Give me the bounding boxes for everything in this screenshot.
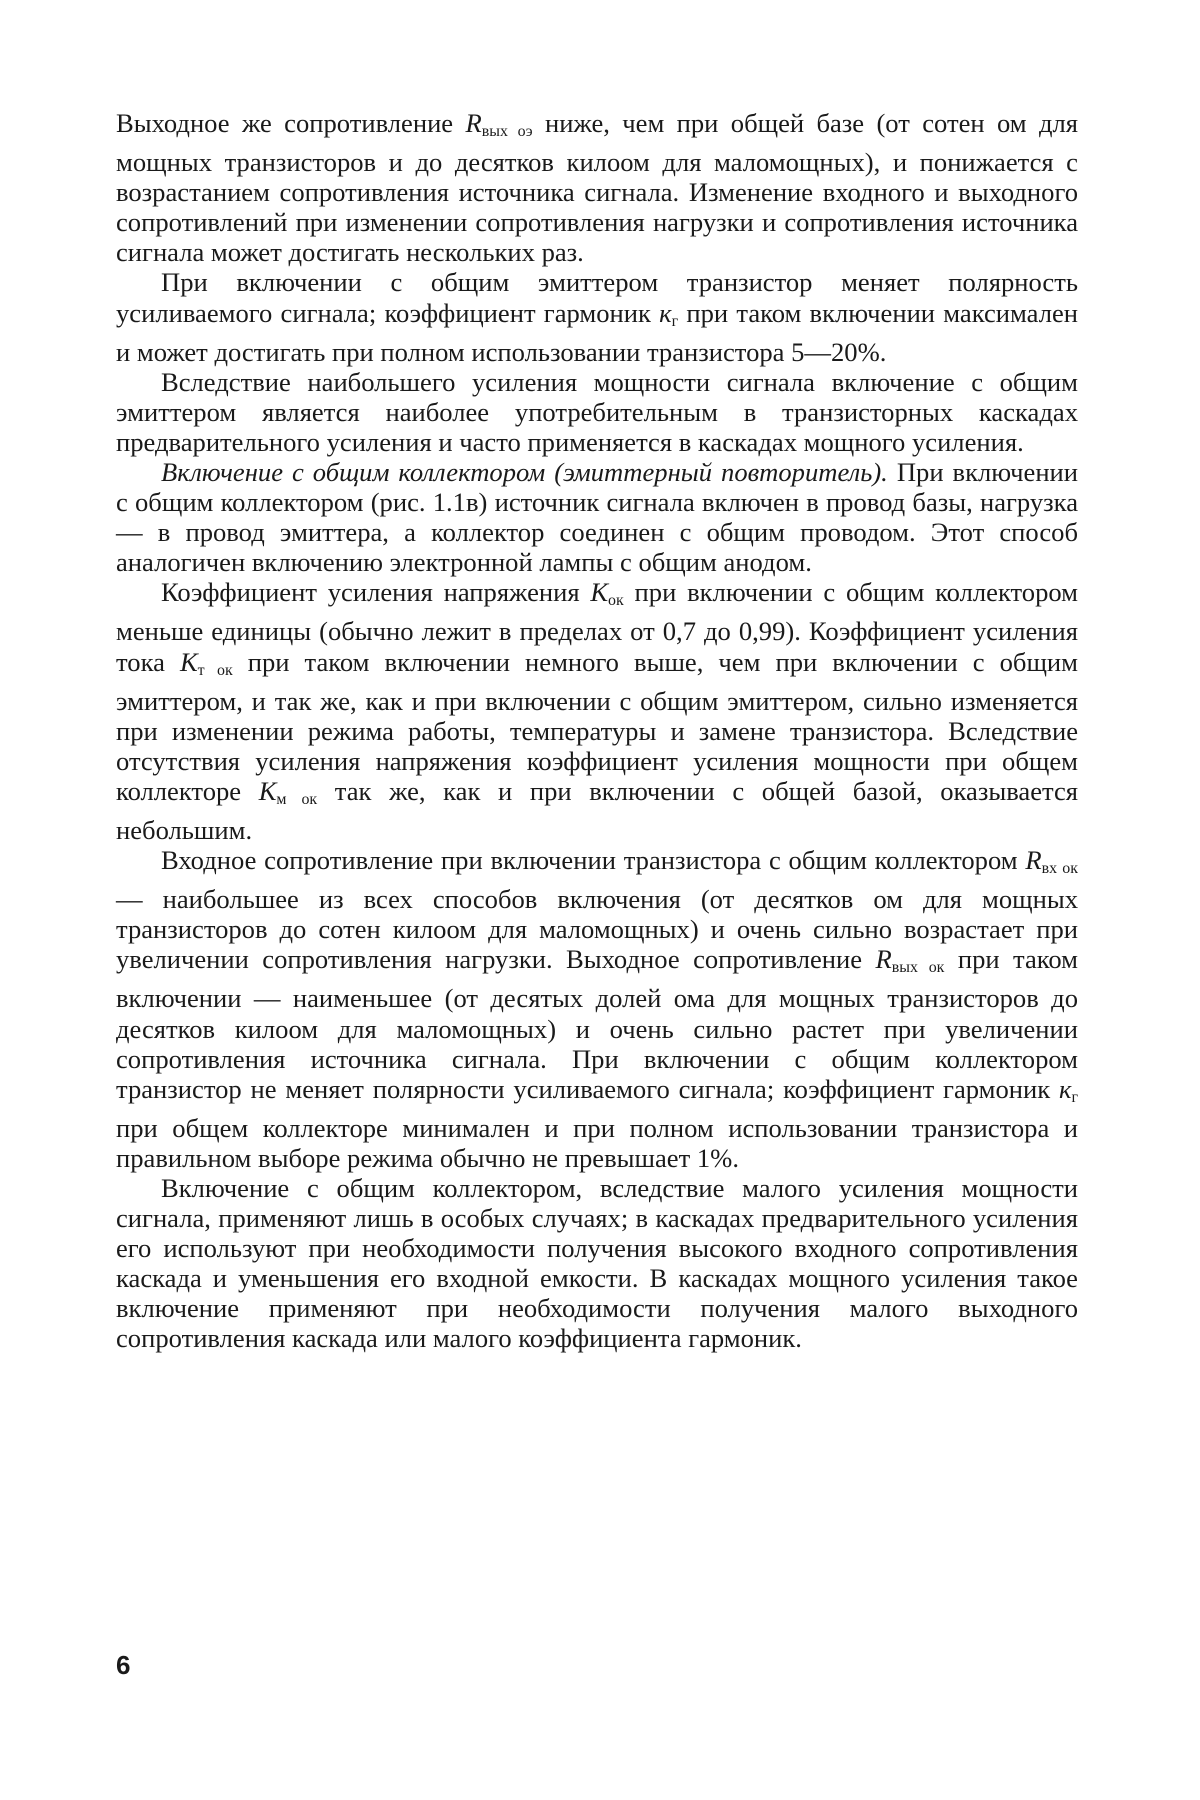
text-run: Выходное же сопротивление xyxy=(116,108,466,138)
text-run: ниже, чем при общей базе (от сотен ом для мощных транзисторов и до десятков килоом для маломощных), и понижается с возрастанием сопротивления источника сигнала. Изменение входного и выходного сопротивлений при изменении сопротивления нагрузки и сопротивления источника сигнала может достигать нескольких раз. xyxy=(116,108,1078,268)
text-run: Включение с общим коллектором, вследствие малого усиления мощности сигнала, применяют лишь в особых случаях; в каскадах предварительного усиления его используют при необходимости получения высокого входного сопротивления каскада и уменьшения его входной емкости. В каскадах мощного усиления такое включение применяют при необходимости получения малого выходного сопротивления каскада или малого коэффициента гармоник. xyxy=(116,1172,1078,1354)
text-run: при включении с общим коллектором меньше единицы (обычно лежит в пределах от 0,7 до 0,99). Коэффициент усиления тока xyxy=(116,577,1078,677)
paragraph-polarity-oe xyxy=(116,267,1078,366)
paragraph-common-collector xyxy=(116,457,1078,577)
symbol-subscript: ок xyxy=(608,592,624,610)
section-heading: Включение с общим коллектором (эмиттерный повторитель). xyxy=(161,457,888,487)
symbol-r-vykh-oe xyxy=(465,108,532,138)
symbol-letter: R xyxy=(1025,845,1042,876)
text-run: при таком включении — наименьшее (от десятых долей ома для мощных транзисторов до десятков килоом для маломощных) и очень сильно растет при увеличении сопротивления источника сигнала. При включении с общим коллектором транзистор не меняет полярности усиливаемого сигнала; коэффициент гармоник xyxy=(116,944,1078,1104)
symbol-letter: К xyxy=(590,577,609,608)
text-run: Вследствие наибольшего усиления мощности сигнала включение с общим эмиттером является наиболее употребительным в транзисторных каскадах предварительного усиления и часто применяется в каскадах мощного усиления. xyxy=(116,366,1078,457)
text-run: Входное сопротивление при включении транзистора с общим коллектором xyxy=(161,845,1026,876)
symbol-subscript: вых оэ xyxy=(481,122,533,140)
paragraph-gain-ok xyxy=(116,577,1078,845)
symbol-k-g xyxy=(1059,1074,1078,1104)
text-run: при общем коллекторе минимален и при полном использовании транзистора и правильном выборе режима обычно не превышает 1%. xyxy=(116,1112,1078,1173)
paragraph-output-resistance-oe xyxy=(116,108,1078,267)
symbol-r-vkh-ok xyxy=(1025,845,1078,878)
text-run: при таком включении немного выше, чем при включении с общим эмиттером, и так же, как и при включении с общим эмиттером, сильно изменяется при изменении режима работы, температуры и замене транзистора. Вследствие отсутствия усиления напряжения коэффициент усиления мощности при общем коллекторе xyxy=(116,646,1078,806)
paragraph-usage-oe xyxy=(116,367,1078,457)
symbol-subscript: т ок xyxy=(197,661,233,679)
text-run: Коэффициент усиления напряжения xyxy=(161,577,591,608)
symbol-k-ok xyxy=(590,577,624,610)
symbol-subscript: г xyxy=(671,312,679,330)
text-run: при таком включении максимален и может достигать при полном использовании транзистора 5—20%. xyxy=(116,297,1078,367)
text-run: — наибольшее из всех способов включения (от десятков ом для мощных транзисторов до сотен килоом для маломощных) и очень сильно возрастает при увеличении сопротивления нагрузки. Выходное сопротивление xyxy=(116,884,1078,975)
symbol-k-t-ok xyxy=(180,647,233,677)
paragraph-usage-ok xyxy=(116,1173,1078,1354)
symbol-subscript: г xyxy=(1071,1088,1078,1106)
text-run: При включении с общим коллектором (рис. 1.1в) источник сигнала включен в провод базы, нагрузка — в провод эмиттера, а коллектор соединен с общим проводом. Этот способ аналогичен включению электронной лампы с общим анодом. xyxy=(116,457,1079,578)
symbol-subscript: вых ок xyxy=(891,959,945,977)
symbol-k-m-ok xyxy=(259,776,317,806)
text-run: При включении с общим эмиттером транзистор меняет полярность усиливаемого сигнала; коэффициент гармоник xyxy=(116,267,1078,328)
page-number: 6 xyxy=(116,1650,131,1680)
paragraph-resistance-ok xyxy=(116,845,1078,1173)
text-run: так же, как и при включении с общей базой, оказывается небольшим. xyxy=(116,775,1078,845)
symbol-k-g xyxy=(659,298,678,328)
symbol-letter: К xyxy=(179,646,198,677)
symbol-r-vykh-ok xyxy=(875,944,945,977)
symbol-subscript: м ок xyxy=(276,790,318,808)
symbol-letter: К xyxy=(258,775,277,806)
symbol-subscript: вх ок xyxy=(1041,860,1078,878)
symbol-letter: к xyxy=(659,297,672,328)
body-text xyxy=(116,108,1078,1354)
symbol-letter: R xyxy=(875,944,892,975)
symbol-letter: к xyxy=(1059,1073,1072,1104)
symbol-letter: R xyxy=(465,108,482,138)
